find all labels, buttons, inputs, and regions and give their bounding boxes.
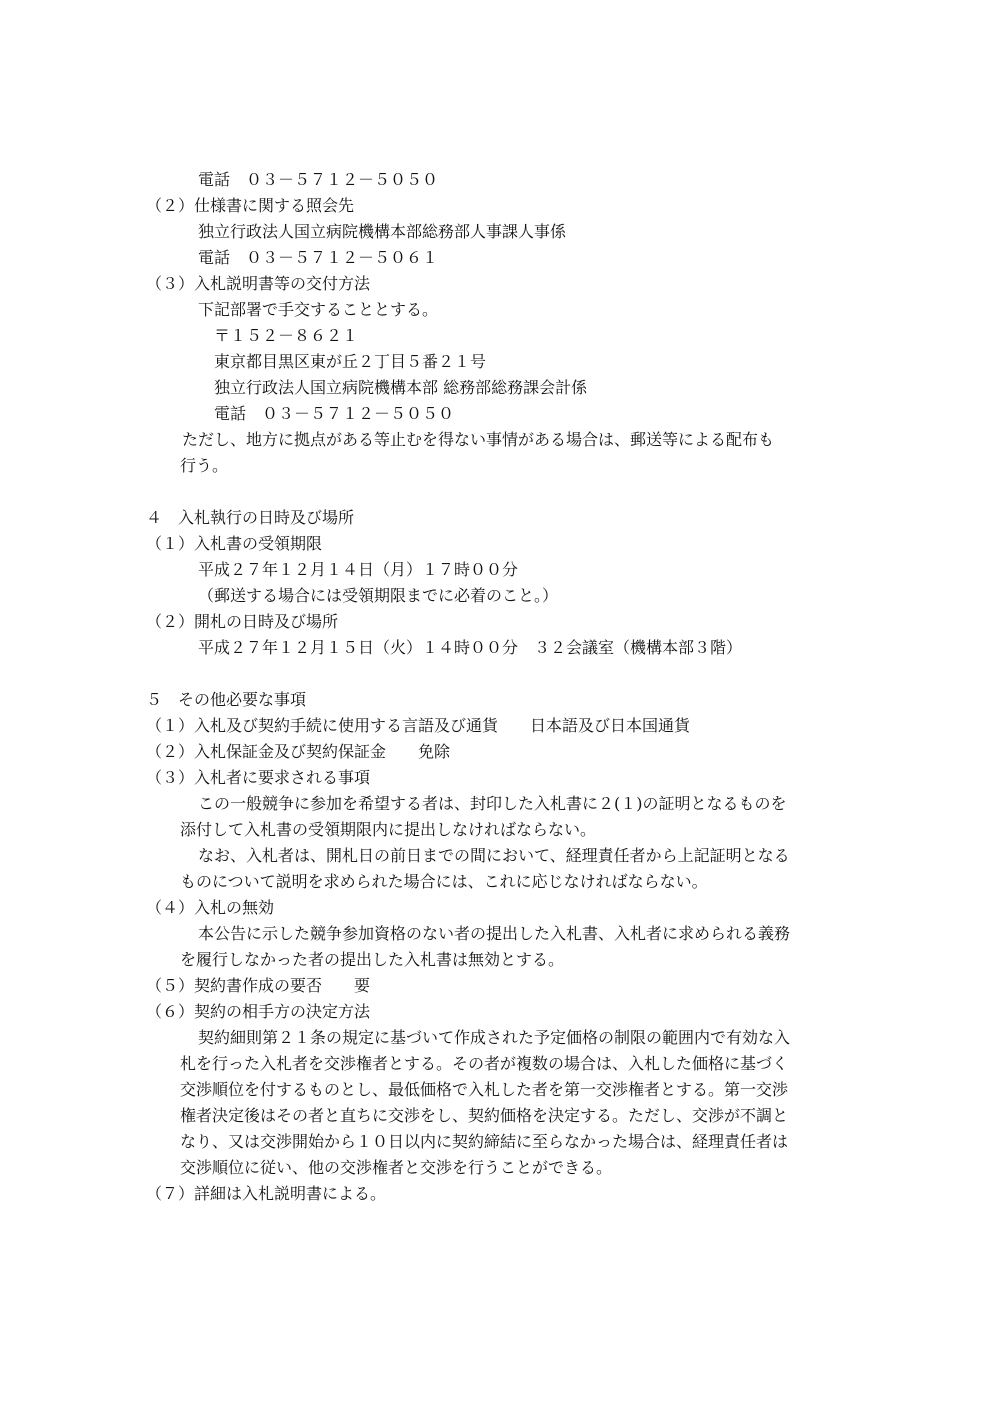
receipt-deadline: 平成２７年１２月１４日（月）１７時００分 — [198, 560, 519, 579]
item-5-4-heading: （４）入札の無効 — [146, 898, 275, 917]
receipt-deadline-note: （郵送する場合には受領期限までに必着のこと。） — [198, 586, 559, 605]
distribution-department: 独立行政法人国立病院機構本部 総務部総務課会計係 — [214, 378, 588, 397]
opening-datetime-place: 平成２７年１２月１５日（火）１４時００分 ３２会議室（機構本部３階） — [198, 638, 743, 657]
decision-method-line-6: 交渉順位に従い、他の交渉権者と交渉を行うことができる。 — [180, 1158, 613, 1177]
requirements-para-2-line-2: ものについて説明を求められた場合には、これに応じなければならない。 — [180, 872, 708, 891]
invalid-bid-line-2: を履行しなかった者の提出した入札書は無効とする。 — [180, 950, 565, 969]
spec-inquiry-department: 独立行政法人国立病院機構本部総務部人事課人事係 — [198, 222, 567, 241]
address: 東京都目黒区東が丘２丁目５番２１号 — [214, 352, 487, 371]
distribution-phone: 電話 ０３－５７１２－５０５０ — [214, 404, 455, 423]
item-2-spec-inquiry-heading: （２）仕様書に関する照会先 — [146, 196, 355, 215]
requirements-para-1-line-1: この一般競争に参加を希望する者は、封印した入札書に２(１)の証明となるものを — [198, 794, 787, 813]
item-3-distribution-heading: （３）入札説明書等の交付方法 — [146, 274, 371, 293]
decision-method-line-5: なり、又は交渉開始から１０日以内に契約締結に至らなかった場合は、経理責任者は — [180, 1132, 789, 1151]
section-5-heading: ５ その他必要な事項 — [146, 690, 307, 709]
item-4-1-heading: （１）入札書の受領期限 — [146, 534, 323, 553]
item-4-2-heading: （２）開札の日時及び場所 — [146, 612, 339, 631]
item-5-2-deposit: （２）入札保証金及び契約保証金 免除 — [146, 742, 451, 761]
item-5-7-details: （７）詳細は入札説明書による。 — [146, 1184, 387, 1203]
distribution-method: 下記部署で手交することとする。 — [198, 300, 439, 319]
distribution-note-2: 行う。 — [180, 456, 229, 475]
postal-code: 〒１５２－８６２１ — [214, 326, 359, 345]
contact-phone-1: 電話 ０３－５７１２－５０５０ — [198, 170, 439, 189]
decision-method-line-4: 権者決定後はその者と直ちに交渉をし、契約価格を決定する。ただし、交渉が不調と — [180, 1106, 789, 1125]
item-5-3-heading: （３）入札者に要求される事項 — [146, 768, 371, 787]
item-5-1-language-currency: （１）入札及び契約手続に使用する言語及び通貨 日本語及び日本国通貨 — [146, 716, 691, 735]
distribution-note-1: ただし、地方に拠点がある等止むを得ない事情がある場合は、郵送等による配布も — [182, 430, 775, 449]
decision-method-line-1: 契約細則第２１条の規定に基づいて作成された予定価格の制限の範囲内で有効な入 — [198, 1028, 791, 1047]
requirements-para-1-line-2: 添付して入札書の受領期限内に提出しなければならない。 — [180, 820, 597, 839]
decision-method-line-2: 札を行った入札者を交渉権者とする。その者が複数の場合は、入札した価格に基づく — [180, 1054, 789, 1073]
item-5-5-contract-document: （５）契約書作成の要否 要 — [146, 976, 371, 995]
invalid-bid-line-1: 本公告に示した競争参加資格のない者の提出した入札書、入札者に求められる義務 — [198, 924, 791, 943]
requirements-para-2-line-1: なお、入札者は、開札日の前日までの間において、経理責任者から上記証明となる — [198, 846, 790, 865]
section-4-heading: ４ 入札執行の日時及び場所 — [146, 508, 355, 527]
item-5-6-heading: （６）契約の相手方の決定方法 — [146, 1002, 371, 1021]
decision-method-line-3: 交渉順位を付するものとし、最低価格で入札した者を第一交渉権者とする。第一交渉 — [180, 1080, 789, 1099]
spec-inquiry-phone: 電話 ０３－５７１２－５０６１ — [198, 248, 439, 267]
